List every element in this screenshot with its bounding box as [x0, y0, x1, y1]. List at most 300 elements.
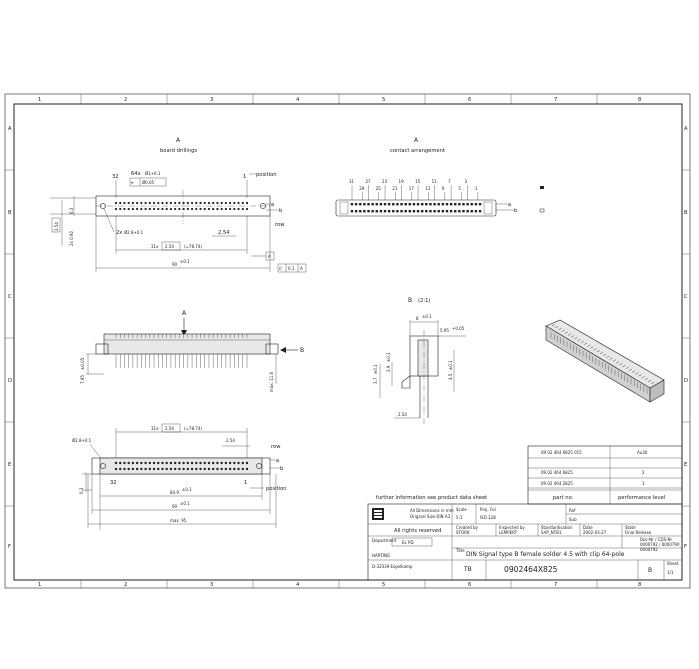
left-dim-2: 6.3 [69, 207, 74, 214]
position-tol-label: Ø0.05 [142, 180, 155, 185]
bottom-contact-hole [174, 462, 176, 464]
proj-value: ISO 128 [480, 515, 496, 520]
contact-hole [229, 208, 231, 210]
contact-number-leaders [349, 179, 478, 200]
frame-col-5: 5 [382, 97, 386, 103]
bottom-pin-1: 1 [244, 480, 248, 486]
frame-row-a-right: A [684, 126, 688, 132]
pitch-total-label: (=78.74) [184, 244, 202, 249]
drawing-number: 0902464X825 [504, 565, 558, 574]
pitch-right-label: 2.54 [218, 230, 230, 236]
bottom-contact-hole [170, 462, 172, 464]
sub-label: Sub [569, 517, 577, 522]
contact-hole [183, 202, 185, 204]
contact-grid [351, 203, 481, 212]
contact-row-a: a [508, 202, 512, 208]
frame-col-1-bottom: 1 [38, 582, 42, 588]
frame-col-5-bottom: 5 [382, 582, 386, 588]
bottom-max-dim: max. 95 [170, 518, 187, 523]
contact-position [425, 210, 427, 212]
frame-col-6-bottom: 6 [468, 582, 472, 588]
bottom-inner-dim: 84.9 [170, 490, 179, 495]
bottom-contact-hole [204, 462, 206, 464]
hole-dia-label: Ø1+0.1 [145, 171, 161, 176]
bottom-contact-hole [170, 468, 172, 470]
frame-row-b: B [8, 210, 12, 216]
contact-hole [128, 202, 130, 204]
contact-position [355, 203, 357, 205]
front-left-dim: 7.95 [80, 375, 85, 384]
frame-row-a: A [8, 126, 12, 132]
bottom-contact-hole [212, 468, 214, 470]
harting-logo [372, 508, 384, 520]
mount-hole-count: 2x [116, 230, 123, 236]
frame-col-1: 1 [38, 97, 42, 103]
bottom-contact-hole [178, 462, 180, 464]
contact-position [421, 203, 423, 205]
contact-hole [140, 202, 142, 204]
bottom-contact-hole [153, 468, 155, 470]
bottom-contact-hole [237, 468, 239, 470]
bottom-contact-hole [149, 468, 151, 470]
bottom-pitch: 2.54 [165, 426, 174, 431]
contact-position [471, 203, 473, 205]
contact-hole [174, 208, 176, 210]
contact-number-top: 23 [382, 179, 388, 184]
contact-position [433, 203, 435, 205]
bottom-contact-hole [199, 462, 201, 464]
frame-col-4: 4 [296, 97, 300, 103]
width-label: 90 [172, 262, 178, 267]
bottom-contact-hole [220, 462, 222, 464]
contact-position [409, 210, 411, 212]
bottom-contact-hole [157, 462, 159, 464]
contact-position [388, 203, 390, 205]
bottom-contact-hole [144, 462, 146, 464]
code-label: TB [464, 566, 472, 573]
contact-hole [229, 202, 231, 204]
contact-number-bottom: 9 [441, 186, 445, 191]
contact-hole [119, 208, 121, 210]
contact-hole [242, 202, 244, 204]
part-row-1-level: Au30 [637, 450, 648, 455]
contact-position [446, 210, 448, 212]
contact-hole [237, 202, 239, 204]
detail-b-scale: (2:1) [418, 298, 431, 304]
scale-value: 5:1 [456, 515, 463, 520]
bottom-hole-dia: Ø2.8+0.1 [72, 438, 92, 443]
detail-left-tol-1: ±0.1 [386, 352, 391, 362]
contact-hole [170, 208, 172, 210]
contact-position [454, 203, 456, 205]
contact-hole [128, 208, 130, 210]
contact-position [359, 210, 361, 212]
bottom-contact-hole [212, 462, 214, 464]
contact-hole [237, 208, 239, 210]
further-info-note: further information see product data sheet [376, 495, 488, 501]
contact-row-b: b [514, 208, 518, 214]
bottom-contact-hole [136, 468, 138, 470]
contact-number-bottom: 5 [458, 186, 461, 191]
left-dim-1: 2.54 [54, 222, 59, 231]
front-right-dim: max. 11.6 [269, 371, 274, 392]
bottom-contact-hole [187, 462, 189, 464]
contact-position [400, 203, 402, 205]
pitch-count-label: 31x [151, 244, 159, 249]
bottom-contact-hole [132, 462, 134, 464]
contact-hole [157, 202, 159, 204]
contact-hole [153, 202, 155, 204]
contact-number-bottom: 13 [425, 186, 431, 191]
size-label: B [648, 567, 653, 574]
contact-hole [233, 208, 235, 210]
hole-count-label: 64x [131, 171, 141, 177]
contact-hole [216, 202, 218, 204]
bottom-contact-hole [115, 468, 117, 470]
position-tol-symbol: ⌖ [131, 180, 134, 185]
contact-position [417, 210, 419, 212]
contact-hole [132, 208, 134, 210]
bottom-contact-hole [225, 462, 227, 464]
ref-label: Ref [569, 508, 576, 513]
board-drillings-title: A [176, 137, 181, 144]
contact-hole [225, 202, 227, 204]
view-front [80, 310, 304, 392]
contact-position [466, 210, 468, 212]
contact-arrangement-subtitle: contact arrangement [390, 148, 445, 154]
bottom-contact-hole [208, 468, 210, 470]
contact-hole [212, 208, 214, 210]
contact-hole [199, 202, 201, 204]
pin-32-label: 32 [112, 174, 119, 180]
contact-number-bottom: 17 [408, 186, 414, 191]
contact-number-bottom: 21 [392, 186, 398, 191]
bottom-contact-hole [182, 468, 184, 470]
detail-top-dim: 8 [416, 316, 419, 321]
contact-hole [208, 208, 210, 210]
performance-level-header: performance level [618, 495, 666, 501]
inspected-label: Inspected by [499, 525, 525, 530]
contact-hole [115, 202, 117, 204]
bottom-contact-hole [229, 462, 231, 464]
detail-right-dim-1: 5.95 [440, 328, 449, 333]
contact-position [479, 210, 481, 212]
bottom-contact-hole [119, 462, 121, 464]
contact-number-bottom: 1 [474, 186, 478, 191]
row-label: row [275, 222, 285, 228]
width-tol-label: ±0.1 [180, 259, 190, 264]
contact-hole [170, 202, 172, 204]
bottom-pin-32: 32 [110, 480, 117, 486]
sheet-value: 1/1 [667, 570, 674, 575]
contact-position [446, 203, 448, 205]
contact-hole [208, 202, 210, 204]
contact-hole [183, 208, 185, 210]
pin-1-label: 1 [243, 174, 247, 180]
bottom-contact-hole [191, 462, 193, 464]
frame-row-c: C [8, 294, 12, 300]
frame-col-2: 2 [124, 97, 128, 103]
bottom-contact-hole [157, 468, 159, 470]
frame-col-7: 7 [554, 97, 558, 103]
bottom-contact-hole [127, 462, 129, 464]
contact-hole [178, 202, 180, 204]
contact-position [367, 203, 369, 205]
contact-position [396, 210, 398, 212]
contact-number-top: 27 [365, 179, 371, 184]
detail-top-tol: ±0.1 [422, 314, 432, 319]
bottom-contact-hole [216, 468, 218, 470]
contact-hole [233, 202, 235, 204]
contact-position [429, 203, 431, 205]
contact-position [392, 203, 394, 205]
bottom-contact-hole [178, 468, 180, 470]
bottom-contact-hole [233, 468, 235, 470]
bottom-contact-hole [174, 468, 176, 470]
bottom-row-label: row [271, 444, 281, 450]
contact-position [475, 203, 477, 205]
contact-hole [187, 202, 189, 204]
contact-hole [144, 208, 146, 210]
frame-row-b-right: B [684, 210, 688, 216]
view-board-drillings [50, 137, 306, 272]
contact-position [462, 210, 464, 212]
bottom-contact-hole [187, 468, 189, 470]
part-row-2-no: 09 02 464 6825 [541, 470, 573, 475]
contact-hole [136, 202, 138, 204]
connector-front-body [104, 334, 270, 354]
contact-hole [157, 208, 159, 210]
contact-hole [136, 208, 138, 210]
contact-position [429, 210, 431, 212]
bottom-contact-hole [119, 468, 121, 470]
row-a-label: a [271, 202, 275, 208]
contact-position [351, 210, 353, 212]
bottom-contact-hole [204, 468, 206, 470]
view-bottom [72, 424, 287, 530]
view-contact-arrangement [336, 137, 518, 216]
bottom-contact-hole [166, 468, 168, 470]
contact-number-top: 11 [431, 179, 437, 184]
bottom-contact-hole [166, 462, 168, 464]
detail-left-tol-2: ±0.1 [373, 364, 378, 374]
contact-hole [166, 208, 168, 210]
contact-position [438, 203, 440, 205]
contact-position [475, 210, 477, 212]
bottom-contact-hole [161, 468, 163, 470]
contact-position [392, 210, 394, 212]
contact-number-top: 7 [448, 179, 451, 184]
part-row-2-level: 2 [642, 470, 645, 475]
bottom-contact-hole [229, 468, 231, 470]
scale-label: Scale [456, 507, 467, 512]
contact-position [404, 210, 406, 212]
position-label: position [256, 172, 277, 178]
contact-number-bottom: 25 [375, 186, 381, 191]
bottom-contact-hole [242, 468, 244, 470]
parts-table [376, 446, 682, 504]
bottom-contact-hole [216, 462, 218, 464]
frame-col-4-bottom: 4 [296, 582, 300, 588]
rights-line-2: Original Size DIN A3 [410, 514, 451, 519]
contact-hole [242, 208, 244, 210]
contact-position [396, 203, 398, 205]
contact-hole [212, 202, 214, 204]
frame-row-e-right: E [684, 462, 688, 468]
title-block [368, 504, 682, 580]
standard-label: Standardisation [541, 525, 573, 530]
bottom-contact-hole [237, 462, 239, 464]
bottom-pitch-right: 2.54 [226, 438, 235, 443]
contact-position [355, 210, 357, 212]
contact-position [359, 203, 361, 205]
inspected-value: LEMPERT [499, 530, 518, 535]
contact-position [376, 210, 378, 212]
created-label: Created by [456, 525, 479, 530]
contact-position [479, 203, 481, 205]
contact-position [384, 203, 386, 205]
bottom-contact-hole [246, 468, 248, 470]
contact-hole [149, 208, 151, 210]
contact-hole [153, 208, 155, 210]
contact-position [371, 203, 373, 205]
contact-hole [161, 202, 163, 204]
contact-position [363, 210, 365, 212]
contact-position [376, 203, 378, 205]
contact-hole [225, 208, 227, 210]
contact-position [371, 210, 373, 212]
contact-number-bottom: 29 [359, 186, 365, 191]
bottom-contact-hole [115, 462, 117, 464]
bottom-row-a: a [276, 458, 280, 464]
proj-label: Proj. Fol [480, 507, 496, 512]
contact-hole [174, 202, 176, 204]
frame-row-e: E [8, 462, 12, 468]
bottom-contact-hole [182, 462, 184, 464]
frame-col-3: 3 [210, 97, 214, 103]
bottom-width-tol: ±0.1 [180, 501, 190, 506]
frame-row-f: F [8, 544, 11, 550]
bottom-contact-hole [191, 468, 193, 470]
title-field-label: Title [456, 548, 465, 553]
frame-row-d-right: D [684, 378, 688, 384]
detail-right-tol-1: +0.05 [452, 326, 465, 331]
contact-position [367, 210, 369, 212]
bottom-contact-hole [242, 462, 244, 464]
contact-position [380, 210, 382, 212]
detail-left-dim-2: 3.7 [373, 377, 378, 384]
bottom-inner-tol: ±0.1 [182, 487, 192, 492]
contact-position [380, 203, 382, 205]
department-label: Department [372, 538, 397, 543]
contact-number-top: 3 [464, 179, 468, 184]
state-value: Final Release [625, 530, 652, 535]
department-value: EL PD [402, 540, 414, 545]
contact-hole [140, 208, 142, 210]
legend-empty-symbol [540, 209, 544, 212]
bottom-contact-hole [144, 468, 146, 470]
contact-hole [195, 208, 197, 210]
arrow-a-label: A [182, 310, 187, 317]
contact-number-top: 15 [415, 179, 421, 184]
contact-position [409, 203, 411, 205]
frame-col-8: 8 [638, 97, 642, 103]
contact-hole [123, 208, 125, 210]
contact-position [413, 203, 415, 205]
bottom-width-dim: 90 [172, 504, 178, 509]
frame-col-7-bottom: 7 [554, 582, 558, 588]
part-row-3-no: 09 02 464 2825 [541, 481, 573, 486]
contact-position [442, 203, 444, 205]
legend-filled-symbol [540, 186, 544, 189]
contact-hole [178, 208, 180, 210]
contact-hole [204, 208, 206, 210]
contact-hole [115, 208, 117, 210]
created-value: STORK [456, 530, 470, 535]
frame-col-3-bottom: 3 [210, 582, 214, 588]
contact-position [351, 203, 353, 205]
bottom-contact-hole [140, 462, 142, 464]
contact-position [417, 203, 419, 205]
frame-row-d: D [8, 378, 12, 384]
contact-position [433, 210, 435, 212]
bottom-contact-hole [153, 462, 155, 464]
bottom-contact-hole [149, 462, 151, 464]
contact-position [438, 210, 440, 212]
detail-right-tol-2: ±0.1 [448, 360, 453, 370]
board-drillings-subtitle: board drillings [160, 148, 198, 154]
bottom-pitch-total: (=78.74) [184, 426, 202, 431]
part-row-3-level: 1 [642, 481, 645, 486]
left-dim-3: 2x 0.92 [69, 230, 74, 246]
doc-line-2: 0000792 [640, 547, 658, 552]
doc-line-1: 0000792 / 0000790 [640, 542, 680, 547]
frame-col-8-bottom: 8 [638, 582, 642, 588]
contact-position [388, 210, 390, 212]
arrow-b-label: B [300, 347, 305, 354]
bottom-contact-hole [132, 468, 134, 470]
arrow-b-icon [280, 347, 286, 353]
rights-line-1: All Dimensions in mm [410, 508, 454, 513]
bottom-contact-hole [123, 468, 125, 470]
bottom-row-b: b [280, 466, 284, 472]
bottom-contact-hole [195, 468, 197, 470]
bottom-contact-hole [123, 462, 125, 464]
state-label: State [625, 525, 636, 530]
bottom-contact-hole [140, 468, 142, 470]
parallel-symbol: // [279, 266, 282, 271]
frame-row-c-right: C [684, 294, 688, 300]
frame-row-f-right: F [684, 544, 687, 550]
bottom-contact-hole [136, 462, 138, 464]
contact-position [454, 210, 456, 212]
contact-number-top: 19 [398, 179, 404, 184]
contact-hole [149, 202, 151, 204]
contact-position [462, 203, 464, 205]
contact-hole [204, 202, 206, 204]
contact-position [471, 210, 473, 212]
doc-label: Doc-Nr / CDS-Nr [640, 537, 673, 542]
mount-hole-dia: Ø2.8+0.1 [124, 230, 144, 235]
bottom-contact-hole [225, 468, 227, 470]
contact-hole [195, 202, 197, 204]
contact-hole [191, 208, 193, 210]
connector-isometric-view [546, 320, 664, 402]
part-row-1-no: 09 02 464 6825 015 [541, 450, 582, 455]
contact-hole [187, 208, 189, 210]
contact-arrangement-title: A [414, 137, 419, 144]
contact-hole [216, 208, 218, 210]
